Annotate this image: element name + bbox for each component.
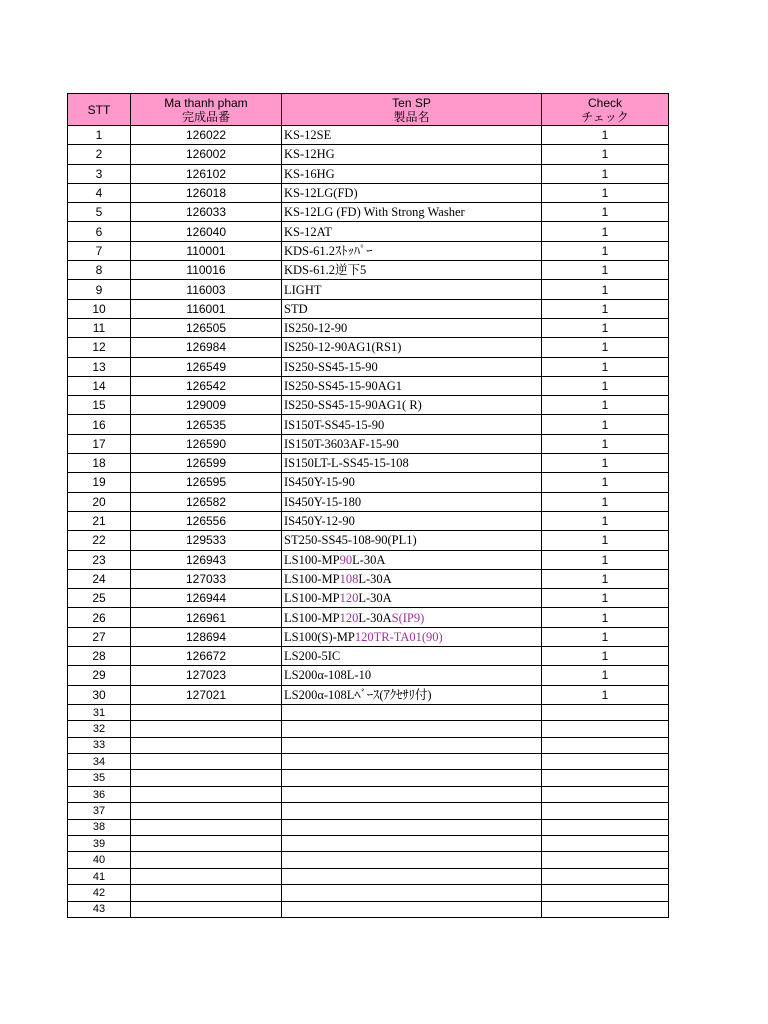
product-name-cell [282, 868, 542, 884]
check-cell: 1 [542, 666, 669, 685]
row-stt-cell: 7 [68, 241, 131, 260]
product-code-cell: 127033 [131, 569, 282, 588]
table-row [68, 721, 669, 737]
row-stt-cell: 19 [68, 473, 131, 492]
product-name-cell [282, 704, 542, 720]
row-stt-cell: 3 [68, 164, 131, 183]
table-row [68, 901, 669, 917]
product-name-cell [282, 885, 542, 901]
header-product-name-vi: Ten SP [392, 95, 431, 110]
product-name-cell [282, 627, 542, 646]
product-name-cell [282, 222, 542, 241]
header-product-code [131, 94, 282, 126]
header-stt [68, 94, 131, 126]
check-cell: 1 [542, 511, 669, 530]
product-name-text: IS250-SS45-15-90 [284, 359, 378, 374]
row-stt-cell: 20 [68, 492, 131, 511]
header-product-code-vi: Ma thanh pham [164, 95, 248, 110]
row-stt-cell: 16 [68, 415, 131, 434]
product-name-cell [282, 803, 542, 819]
product-name-cell [282, 531, 542, 550]
row-stt-cell: 5 [68, 203, 131, 222]
product-name-cell [282, 589, 542, 608]
product-name-text: KS-16HG [284, 166, 335, 181]
table-row [68, 737, 669, 753]
row-stt-cell: 17 [68, 434, 131, 453]
table-row [68, 376, 669, 395]
row-stt-cell: 1 [68, 126, 131, 145]
table-row [68, 627, 669, 646]
check-cell: 1 [542, 415, 669, 434]
product-name-text: L-30A [358, 591, 392, 606]
table-row [68, 550, 669, 569]
table-row [68, 885, 669, 901]
product-name-cell [282, 473, 542, 492]
check-cell: 1 [542, 126, 669, 145]
product-code-cell [131, 836, 282, 852]
check-cell: 1 [542, 569, 669, 588]
product-name-text: IS150T-SS45-15-90 [284, 417, 385, 432]
product-code-cell: 126961 [131, 608, 282, 627]
product-name-cell [282, 754, 542, 770]
product-code-cell: 129533 [131, 531, 282, 550]
check-cell: 1 [542, 164, 669, 183]
table-row [68, 126, 669, 145]
product-code-cell [131, 885, 282, 901]
table-row [68, 434, 669, 453]
product-code-cell: 126033 [131, 203, 282, 222]
product-code-cell [131, 754, 282, 770]
check-cell: 1 [542, 318, 669, 337]
row-stt-cell: 37 [68, 803, 131, 819]
row-stt-cell: 42 [68, 885, 131, 901]
product-name-cell [282, 770, 542, 786]
product-code-cell: 126002 [131, 145, 282, 164]
row-stt-cell: 34 [68, 754, 131, 770]
product-code-cell [131, 852, 282, 868]
product-name-cell [282, 819, 542, 835]
product-name-cell [282, 685, 542, 704]
product-name-cell [282, 203, 542, 222]
table-row [68, 754, 669, 770]
check-cell: 1 [542, 627, 669, 646]
product-name-cell [282, 241, 542, 260]
product-name-text: IS450Y-15-90 [284, 475, 355, 490]
product-name-highlight: 120TR-TA01(90) [354, 629, 443, 644]
product-code-cell: 127021 [131, 685, 282, 704]
row-stt-cell: 35 [68, 770, 131, 786]
product-code-cell: 126582 [131, 492, 282, 511]
product-name-text: L-30A [358, 571, 392, 586]
table-header-row [68, 94, 669, 126]
product-name-cell [282, 492, 542, 511]
table-row [68, 473, 669, 492]
row-stt-cell: 33 [68, 737, 131, 753]
product-name-cell [282, 183, 542, 202]
product-name-text: KDS-61.2ｽﾄｯﾊﾟｰ [284, 243, 373, 258]
check-cell [542, 770, 669, 786]
product-name-cell [282, 721, 542, 737]
header-product-code-ja: 完成品番 [181, 109, 230, 124]
table-row [68, 852, 669, 868]
row-stt-cell: 8 [68, 261, 131, 280]
product-name-text: KDS-61.2逆下5 [284, 263, 367, 278]
product-name-highlight: 108 [339, 571, 359, 586]
product-name-text: LS100-MP [284, 610, 340, 625]
product-name-text: L-30A [352, 552, 386, 567]
row-stt-cell: 41 [68, 868, 131, 884]
row-stt-cell: 12 [68, 338, 131, 357]
table-row [68, 492, 669, 511]
product-name-cell [282, 550, 542, 569]
product-code-cell [131, 803, 282, 819]
check-cell: 1 [542, 550, 669, 569]
product-name-text: LS100(S)-MP [284, 629, 355, 644]
product-name-cell [282, 737, 542, 753]
check-cell [542, 737, 669, 753]
table-row [68, 299, 669, 318]
header-product-name [282, 94, 542, 126]
product-name-cell [282, 299, 542, 318]
product-name-cell [282, 396, 542, 415]
product-name-text: LS100-MP [284, 552, 340, 567]
product-name-text: IS450Y-12-90 [284, 514, 355, 529]
row-stt-cell: 22 [68, 531, 131, 550]
product-code-cell: 126505 [131, 318, 282, 337]
row-stt-cell: 15 [68, 396, 131, 415]
row-stt-cell: 21 [68, 511, 131, 530]
table-row [68, 222, 669, 241]
table-row [68, 569, 669, 588]
table-row [68, 836, 669, 852]
product-name-text: KS-12LG(FD) [284, 186, 358, 201]
product-name-cell [282, 786, 542, 802]
product-name-cell [282, 338, 542, 357]
row-stt-cell: 18 [68, 454, 131, 473]
product-name-text: IS150LT-L-SS45-15-108 [284, 456, 409, 471]
check-cell [542, 885, 669, 901]
product-name-cell [282, 511, 542, 530]
check-cell [542, 704, 669, 720]
product-code-cell: 126549 [131, 357, 282, 376]
row-stt-cell: 11 [68, 318, 131, 337]
check-cell: 1 [542, 473, 669, 492]
product-code-cell: 116003 [131, 280, 282, 299]
row-stt-cell: 6 [68, 222, 131, 241]
product-name-text: ST250-SS45-108-90(PL1) [284, 533, 417, 548]
check-cell: 1 [542, 299, 669, 318]
check-cell: 1 [542, 222, 669, 241]
row-stt-cell: 28 [68, 647, 131, 666]
product-name-text: IS250-12-90 [284, 321, 348, 336]
table-row [68, 338, 669, 357]
table-row [68, 704, 669, 720]
product-name-highlight: 120 [339, 610, 359, 625]
product-name-cell [282, 569, 542, 588]
product-code-cell: 126542 [131, 376, 282, 395]
check-cell [542, 721, 669, 737]
product-code-cell: 126944 [131, 589, 282, 608]
check-cell [542, 803, 669, 819]
table-row [68, 531, 669, 550]
check-cell: 1 [542, 241, 669, 260]
table-row [68, 357, 669, 376]
product-name-highlight: S(IP9) [391, 610, 425, 625]
product-name-cell [282, 280, 542, 299]
product-name-cell [282, 415, 542, 434]
product-code-cell [131, 786, 282, 802]
product-name-cell [282, 126, 542, 145]
table-row [68, 396, 669, 415]
row-stt-cell: 32 [68, 721, 131, 737]
row-stt-cell: 23 [68, 550, 131, 569]
product-code-cell: 126595 [131, 473, 282, 492]
product-name-text: LIGHT [284, 282, 322, 297]
product-name-cell [282, 357, 542, 376]
product-name-text: IS250-SS45-15-90AG1 [284, 379, 403, 393]
product-code-cell: 116001 [131, 299, 282, 318]
product-name-text: IS450Y-15-180 [284, 494, 362, 509]
table-row [68, 280, 669, 299]
product-code-cell [131, 737, 282, 753]
table-row [68, 647, 669, 666]
product-code-cell: 126984 [131, 338, 282, 357]
table-row [68, 608, 669, 627]
table-row [68, 589, 669, 608]
product-name-cell [282, 145, 542, 164]
header-product-name-ja: 製品名 [393, 109, 430, 124]
product-table [67, 93, 669, 918]
product-code-cell [131, 770, 282, 786]
product-code-cell: 126022 [131, 126, 282, 145]
row-stt-cell: 9 [68, 280, 131, 299]
check-cell: 1 [542, 647, 669, 666]
check-cell [542, 836, 669, 852]
product-name-cell [282, 164, 542, 183]
product-code-cell: 126556 [131, 511, 282, 530]
product-name-text: IS150T-3603AF-15-90 [284, 436, 399, 451]
header-check-ja: チェック [581, 109, 629, 124]
table-body [68, 126, 669, 918]
product-name-text: IS250-12-90AG1(RS1) [284, 340, 402, 355]
product-name-text: KS-12SE [284, 128, 332, 143]
check-cell: 1 [542, 203, 669, 222]
check-cell: 1 [542, 338, 669, 357]
table-row [68, 685, 669, 704]
product-name-text: KS-12LG (FD) With Strong Washer [284, 205, 465, 220]
table-row [68, 868, 669, 884]
row-stt-cell: 10 [68, 299, 131, 318]
table-row [68, 183, 669, 202]
row-stt-cell: 27 [68, 627, 131, 646]
product-name-cell [282, 836, 542, 852]
row-stt-cell: 4 [68, 183, 131, 202]
product-name-cell [282, 376, 542, 395]
table-row [68, 203, 669, 222]
check-cell: 1 [542, 454, 669, 473]
check-cell: 1 [542, 261, 669, 280]
row-stt-cell: 25 [68, 589, 131, 608]
product-code-cell [131, 868, 282, 884]
header-stt-label: STT [87, 102, 111, 117]
table-row [68, 803, 669, 819]
product-code-cell: 110016 [131, 261, 282, 280]
product-name-cell [282, 261, 542, 280]
row-stt-cell: 40 [68, 852, 131, 868]
product-check-sheet [67, 93, 669, 918]
product-name-cell [282, 666, 542, 685]
check-cell: 1 [542, 145, 669, 164]
product-code-cell: 126599 [131, 454, 282, 473]
row-stt-cell: 43 [68, 901, 131, 917]
check-cell: 1 [542, 376, 669, 395]
check-cell: 1 [542, 280, 669, 299]
table-row [68, 241, 669, 260]
product-name-text: L-30A [358, 610, 392, 625]
product-name-text: LS200α-108Lﾍﾞｰｽ(ｱｸｾｻﾘ付) [284, 687, 432, 702]
row-stt-cell: 26 [68, 608, 131, 627]
product-code-cell: 126018 [131, 183, 282, 202]
product-code-cell: 127023 [131, 666, 282, 685]
check-cell [542, 786, 669, 802]
check-cell [542, 754, 669, 770]
check-cell: 1 [542, 492, 669, 511]
row-stt-cell: 30 [68, 685, 131, 704]
product-name-highlight: 90 [339, 552, 353, 567]
product-code-cell: 126943 [131, 550, 282, 569]
product-name-text: LS100-MP [284, 591, 340, 606]
row-stt-cell: 2 [68, 145, 131, 164]
product-name-cell [282, 901, 542, 917]
table-row [68, 454, 669, 473]
product-code-cell [131, 721, 282, 737]
check-cell: 1 [542, 685, 669, 704]
product-name-cell [282, 434, 542, 453]
product-name-cell [282, 647, 542, 666]
product-name-text: KS-12AT [284, 224, 332, 239]
row-stt-cell: 38 [68, 819, 131, 835]
row-stt-cell: 24 [68, 569, 131, 588]
product-code-cell: 126672 [131, 647, 282, 666]
check-cell: 1 [542, 608, 669, 627]
table-row [68, 318, 669, 337]
check-cell [542, 819, 669, 835]
row-stt-cell: 39 [68, 836, 131, 852]
product-code-cell: 126535 [131, 415, 282, 434]
product-name-text: LS200α-108L-10 [284, 668, 372, 683]
product-name-text: LS200-5IC [284, 649, 341, 664]
product-code-cell [131, 819, 282, 835]
product-code-cell: 126102 [131, 164, 282, 183]
row-stt-cell: 13 [68, 357, 131, 376]
table-row [68, 666, 669, 685]
row-stt-cell: 31 [68, 704, 131, 720]
product-name-cell [282, 454, 542, 473]
table-row [68, 261, 669, 280]
row-stt-cell: 36 [68, 786, 131, 802]
product-name-text: KS-12HG [284, 147, 335, 162]
table-row [68, 770, 669, 786]
check-cell: 1 [542, 434, 669, 453]
check-cell: 1 [542, 357, 669, 376]
product-name-text: STD [284, 301, 308, 316]
table-row [68, 819, 669, 835]
check-cell [542, 852, 669, 868]
table-row [68, 164, 669, 183]
product-code-cell: 128694 [131, 627, 282, 646]
check-cell [542, 868, 669, 884]
product-name-text: IS250-SS45-15-90AG1( R) [284, 398, 422, 413]
product-name-cell [282, 852, 542, 868]
header-check-en: Check [587, 95, 622, 110]
header-check [542, 94, 669, 126]
table-row [68, 145, 669, 164]
product-name-highlight: 120 [339, 591, 359, 606]
row-stt-cell: 29 [68, 666, 131, 685]
table-row [68, 786, 669, 802]
product-code-cell [131, 901, 282, 917]
check-cell: 1 [542, 589, 669, 608]
table-row [68, 415, 669, 434]
check-cell: 1 [542, 531, 669, 550]
table-row [68, 511, 669, 530]
check-cell: 1 [542, 396, 669, 415]
product-code-cell: 110001 [131, 241, 282, 260]
product-name-cell [282, 318, 542, 337]
product-name-text: LS100-MP [284, 571, 340, 586]
product-name-cell [282, 608, 542, 627]
product-code-cell: 129009 [131, 396, 282, 415]
check-cell: 1 [542, 183, 669, 202]
product-code-cell [131, 704, 282, 720]
product-code-cell: 126590 [131, 434, 282, 453]
product-code-cell: 126040 [131, 222, 282, 241]
row-stt-cell: 14 [68, 376, 131, 395]
check-cell [542, 901, 669, 917]
